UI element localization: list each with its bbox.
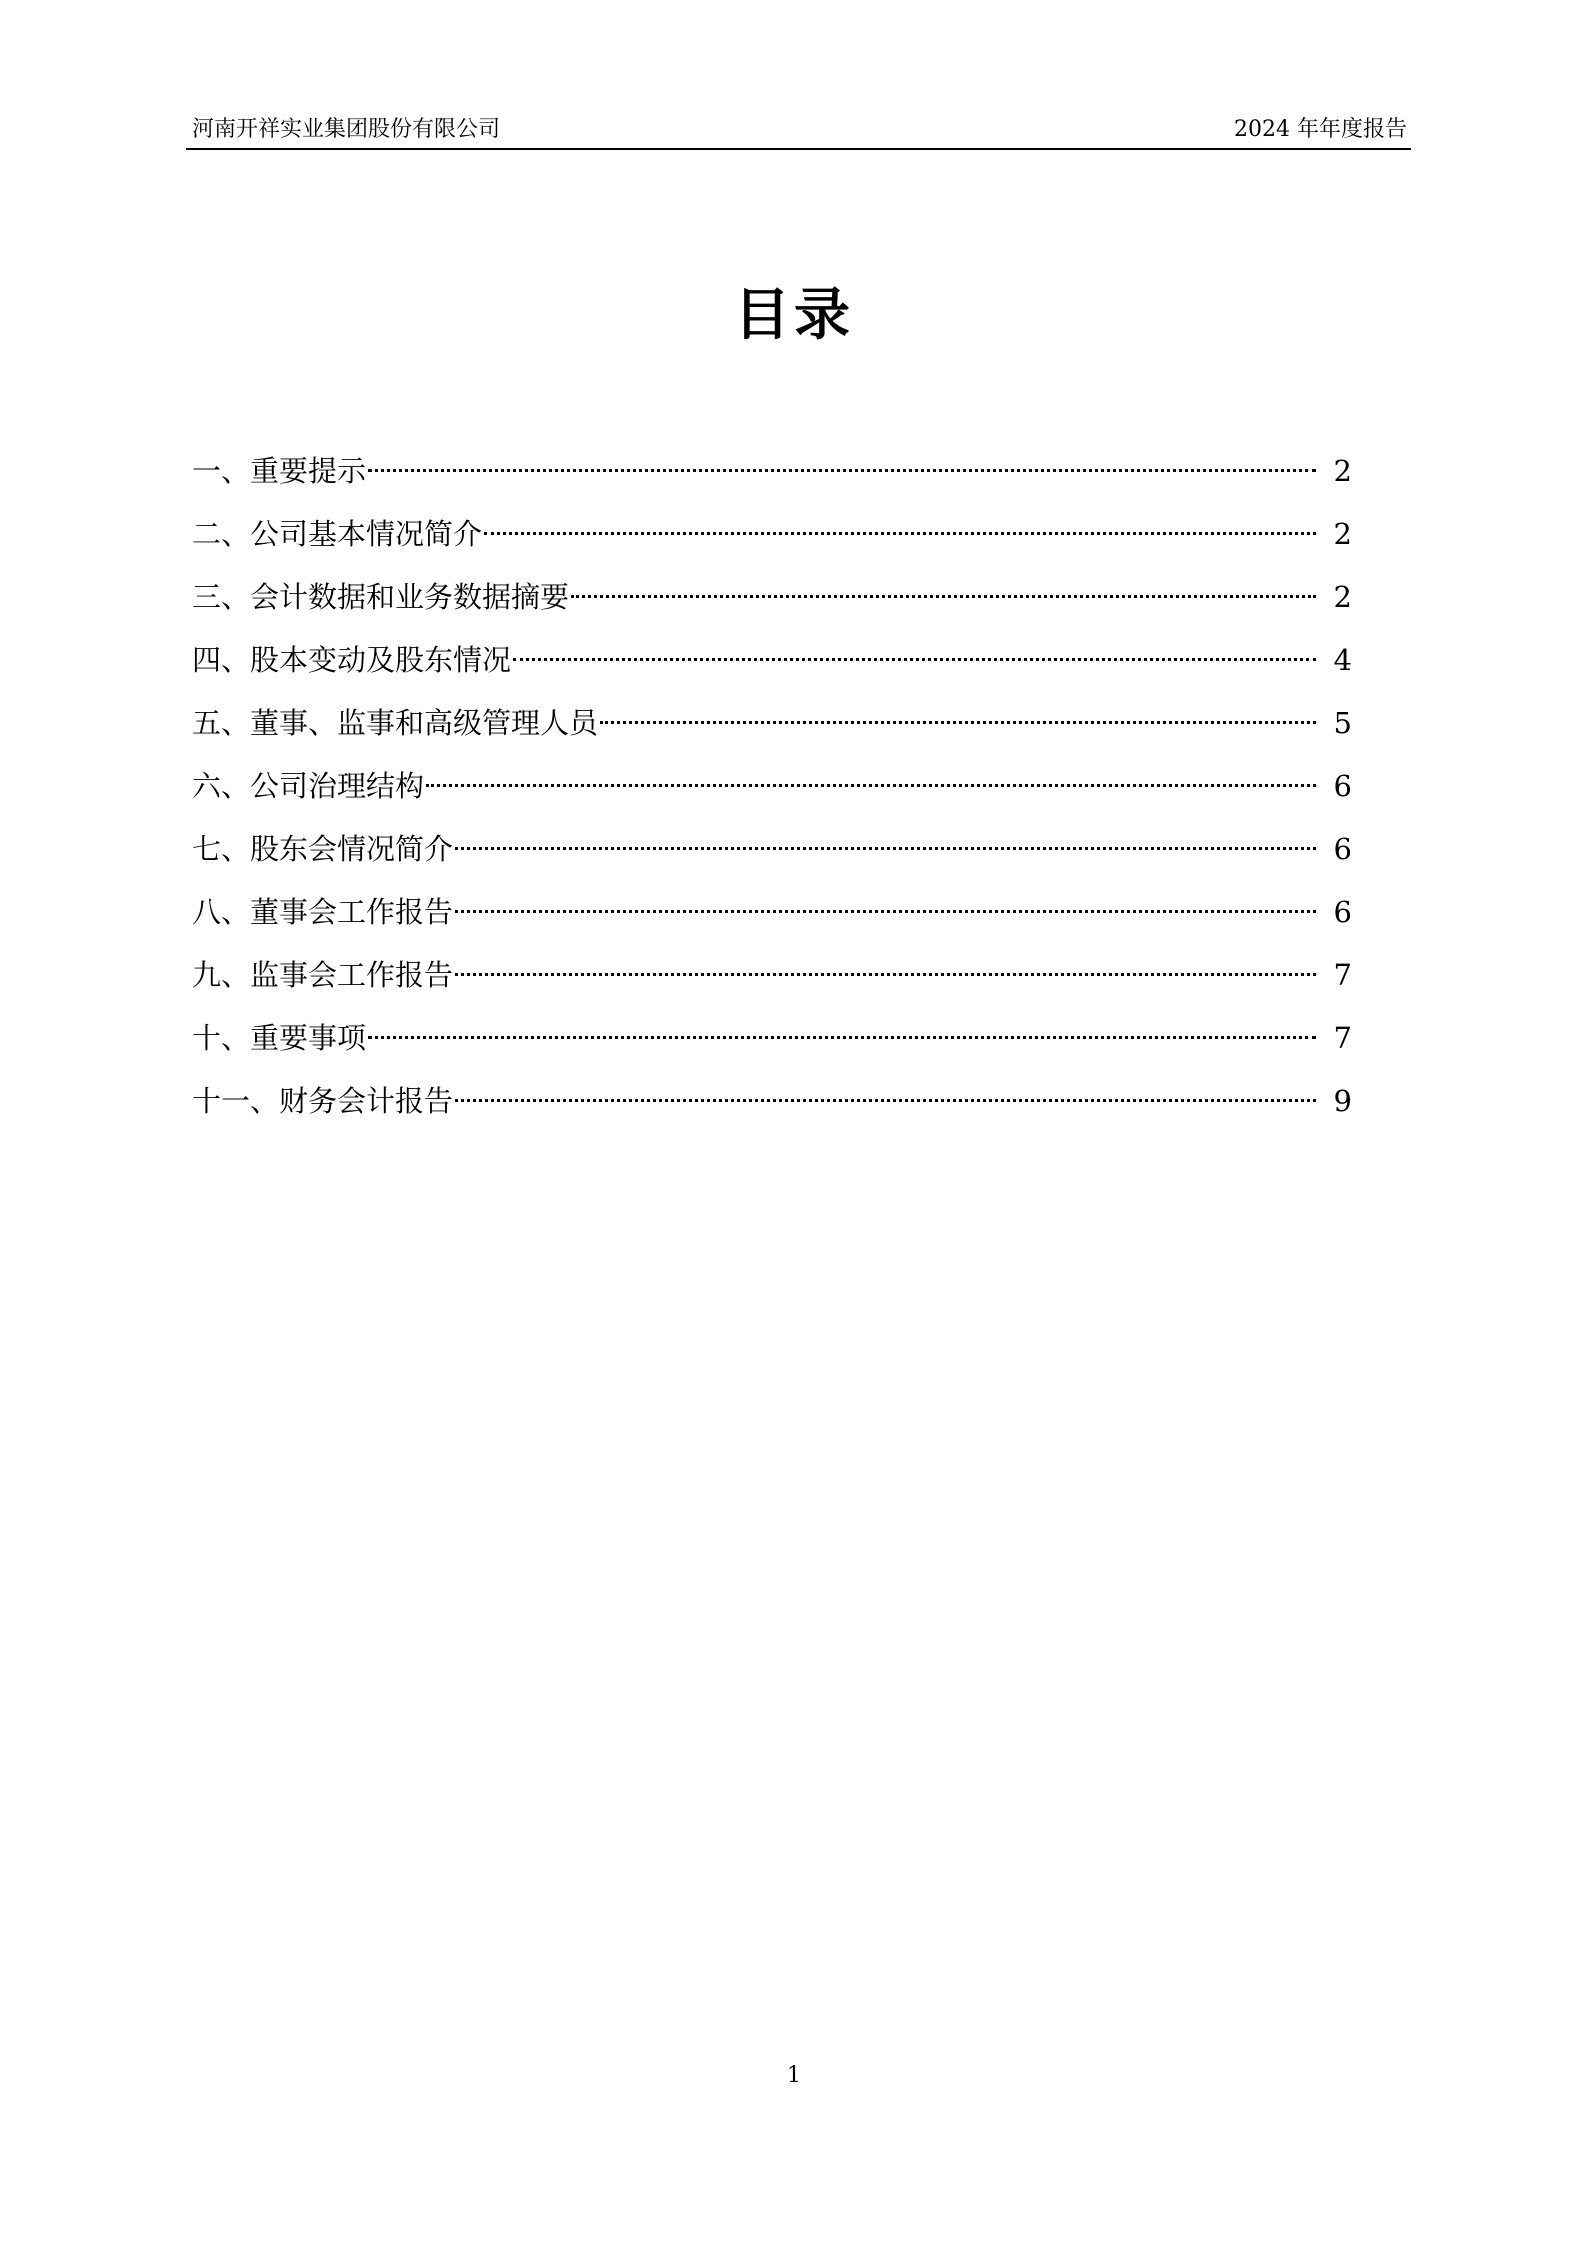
toc-item-page: 9 [1333,1084,1352,1118]
toc-dot-leader [455,1099,1316,1102]
toc-item-page: 6 [1333,769,1352,803]
toc-item[interactable] [192,1078,1352,1141]
toc-dot-leader [455,973,1316,976]
header-report-title: 2024 年年度报告 [1234,117,1407,142]
toc-item-page: 4 [1333,643,1352,677]
toc-dot-leader [455,847,1316,850]
toc-item[interactable] [192,511,1352,574]
toc-dot-leader [600,721,1316,724]
toc-item-label: 十、重要事项 [192,1021,367,1055]
toc-item-page: 6 [1333,832,1352,866]
toc-item-page: 7 [1333,958,1352,992]
toc-item-page: 2 [1333,580,1352,614]
toc-item-page: 6 [1333,895,1352,929]
toc-item-label: 三、会计数据和业务数据摘要 [192,580,570,614]
toc-dot-leader [484,532,1316,535]
toc-item-label: 二、公司基本情况简介 [192,517,483,551]
header-company-name: 河南开祥实业集团股份有限公司 [192,117,501,142]
toc-item[interactable] [192,700,1352,763]
toc-dot-leader [455,910,1316,913]
toc-dot-leader [368,1036,1316,1039]
page-title: 目录 [734,282,854,348]
toc-item-label: 一、重要提示 [192,454,367,488]
toc-item[interactable] [192,889,1352,952]
toc-item-label: 十一、财务会计报告 [192,1084,454,1118]
toc-item[interactable] [192,952,1352,1015]
toc-item[interactable] [192,763,1352,826]
toc-item[interactable] [192,1015,1352,1078]
page-number: 1 [787,2063,801,2088]
toc-dot-leader [513,658,1316,661]
toc-item-label: 四、股本变动及股东情况 [192,643,512,677]
toc-item-label: 七、股东会情况简介 [192,832,454,866]
toc-item[interactable] [192,637,1352,700]
table-of-contents [192,448,1352,1141]
toc-item[interactable] [192,448,1352,511]
page-header [186,112,1411,150]
toc-item-page: 7 [1333,1021,1352,1055]
toc-item-label: 九、监事会工作报告 [192,958,454,992]
toc-dot-leader [571,595,1316,598]
toc-dot-leader [368,469,1316,472]
toc-item-label: 八、董事会工作报告 [192,895,454,929]
toc-item-page: 5 [1333,706,1352,740]
toc-item-page: 2 [1333,517,1352,551]
toc-item[interactable] [192,826,1352,889]
toc-item[interactable] [192,574,1352,637]
toc-dot-leader [426,784,1316,787]
toc-item-page: 2 [1333,454,1352,488]
toc-item-label: 五、董事、监事和高级管理人员 [192,706,599,740]
toc-item-label: 六、公司治理结构 [192,769,425,803]
